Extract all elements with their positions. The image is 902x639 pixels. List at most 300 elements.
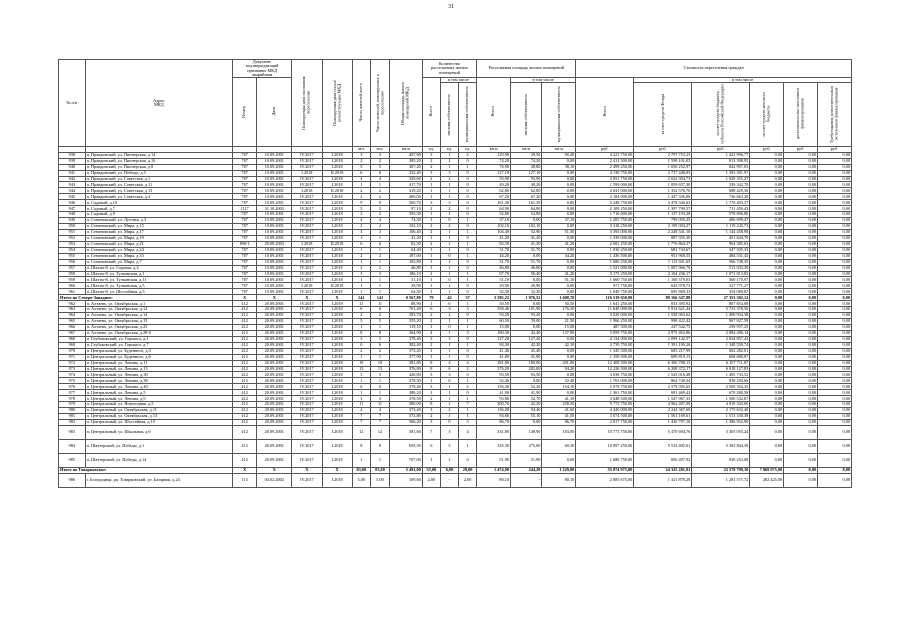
table-cell: IV.2017 <box>292 307 322 313</box>
table-cell: 1 447 336,86 <box>634 194 692 200</box>
table-cell: 0 <box>459 224 477 230</box>
table-cell: 484 531,45 <box>692 253 750 259</box>
table-cell: 2 <box>422 342 440 348</box>
address-cell: п. Центральный, ул. Октябрьская, д.11 <box>85 408 232 414</box>
table-cell: I.2018 <box>322 247 352 253</box>
subtotal-label: Итого по Товарковское: <box>59 467 233 473</box>
table-cell: 0,00 <box>542 170 576 176</box>
table-cell: 46,80 <box>390 265 423 271</box>
table-cell: I.2018 <box>322 229 352 235</box>
table-cell: 1 007 966,70 <box>634 265 692 271</box>
table-cell: 0,00 <box>784 348 818 354</box>
table-cell: 31,70 <box>477 247 511 253</box>
table-cell: IV.2017 <box>292 164 322 170</box>
table-cell: 1 <box>459 164 477 170</box>
table-cell: 968 <box>59 336 86 342</box>
table-cell: 41,40 <box>477 348 511 354</box>
table-cell: 813 398,95 <box>692 158 750 164</box>
table-cell: 0,00 <box>818 372 852 378</box>
table-cell: X <box>292 295 322 301</box>
table-cell: 4 810 343,00 <box>692 402 750 408</box>
table-cell: 412 <box>233 330 257 336</box>
table-cell: 0,00 <box>750 283 784 289</box>
table-cell: 1 144 458,90 <box>692 229 750 235</box>
table-cell: I.2018 <box>322 414 352 420</box>
table-cell: IV.2017 <box>292 453 322 467</box>
table-cell: 0,00 <box>818 402 852 408</box>
table-cell: 3 <box>370 336 389 342</box>
table-cell: 412 <box>233 396 257 402</box>
table-cell: 38,80 <box>511 164 542 170</box>
table-cell: 1 205 750,00 <box>576 218 634 224</box>
table-cell: 354 080,67 <box>692 289 750 295</box>
table-cell: 966 <box>59 324 86 330</box>
table-cell: 2 <box>459 152 477 158</box>
table-cell: I.2018 <box>322 259 352 265</box>
table-cell: 0,00 <box>784 289 818 295</box>
table-cell: 0,00 <box>818 170 852 176</box>
table-cell: 1 500 532,67 <box>692 396 750 402</box>
table-cell: I.2018 <box>322 182 352 188</box>
table-cell: 0,00 <box>818 152 852 158</box>
table-cell: 1 <box>440 152 458 158</box>
table-cell: 116 519 650,00 <box>576 295 634 301</box>
table-cell: 0,00 <box>750 396 784 402</box>
table-cell: 0,00 <box>750 336 784 342</box>
table-cell: 8 <box>370 439 389 453</box>
table-cell: 1117 <box>233 206 257 212</box>
table-cell: 0,00 <box>818 289 852 295</box>
table-cell: 62,80 <box>477 188 511 194</box>
table-cell: 20.09.2001 <box>257 301 292 307</box>
table-cell: 0,00 <box>784 307 818 313</box>
table-cell: 366,20 <box>390 419 423 425</box>
table-cell: 2 <box>370 348 389 354</box>
table-cell: 86,70 <box>542 419 576 425</box>
address-cell: п. Центральный, ул. Ленина, д.30 <box>85 372 232 378</box>
table-cell: 2 <box>440 206 458 212</box>
address-cell: п. Глубоковский, ул. Горького, д.1 <box>85 336 232 342</box>
table-cell: 3 <box>422 384 440 390</box>
table-cell: 1 <box>440 396 458 402</box>
table-cell: 560,70 <box>390 200 423 206</box>
table-cell: X <box>257 467 292 473</box>
table-cell: 380,00 <box>390 402 423 408</box>
table-cell: 2 <box>352 253 370 259</box>
table-cell: 3 <box>422 419 440 425</box>
address-cell: п. Центральный, ул. Ленина, д.40 <box>85 384 232 390</box>
table-cell: 5 <box>370 164 389 170</box>
table-cell: 0,00 <box>818 473 852 487</box>
table-cell: 0,00 <box>818 235 852 241</box>
table-cell: 376,20 <box>477 366 511 372</box>
table-cell: 385,20 <box>390 158 423 164</box>
table-cell: 50,50 <box>542 301 576 307</box>
table-cell: I.2018 <box>322 453 352 467</box>
table-cell: 2 884 286,14 <box>692 330 750 336</box>
col-cost-local: за счет средств местного бюджета <box>750 83 784 147</box>
table-cell: 372,80 <box>390 414 423 420</box>
table-cell: 0,00 <box>784 182 818 188</box>
table-cell: 2,00 <box>422 473 440 487</box>
table-cell: 3 <box>459 307 477 313</box>
table-cell: 0,00 <box>750 414 784 420</box>
table-cell: 0,00 <box>511 378 542 384</box>
table-cell: 1 100 579,03 <box>634 277 692 283</box>
table-cell: 11 <box>370 301 389 307</box>
table-cell: I.2018 <box>322 372 352 378</box>
table-cell: 20.09.2001 <box>257 372 292 378</box>
table-cell: 1 <box>422 265 440 271</box>
table-cell: I.2018 <box>322 330 352 336</box>
table-cell: 0,00 <box>784 283 818 289</box>
table-cell: 2 <box>440 224 458 230</box>
table-cell: 0,00 <box>818 265 852 271</box>
table-cell: I.2018 <box>322 200 352 206</box>
table-cell: I.2018 <box>322 212 352 218</box>
table-cell: 378,50 <box>390 396 423 402</box>
table-cell: 6 <box>370 170 389 176</box>
address-cell: п. Семеновский, ул. Мира, д.15 <box>85 224 232 230</box>
table-cell: 978 <box>59 396 86 402</box>
table-cell: 1 <box>352 277 370 283</box>
table-cell: - <box>440 473 458 487</box>
col-planned-relocation: Планируемая дата окончания переселения <box>292 60 322 147</box>
table-cell: 0 <box>459 247 477 253</box>
table-cell: 1 656 252,97 <box>634 164 692 170</box>
table-cell: 64,90 <box>477 206 511 212</box>
table-cell: 1 966 250,00 <box>576 319 634 325</box>
table-cell: 0,00 <box>784 164 818 170</box>
table-cell: 84,30 <box>477 342 511 348</box>
table-cell: 2 <box>352 188 370 194</box>
table-cell: 1 <box>352 324 370 330</box>
table-cell: 0,00 <box>750 295 784 301</box>
table-cell: 7 969 975,00 <box>750 467 784 473</box>
table-cell: 13 <box>352 366 370 372</box>
table-cell: IV.2017 <box>292 330 322 336</box>
table-cell: IV.2017 <box>292 218 322 224</box>
table-cell: 787 <box>233 182 257 188</box>
table-cell: 0 <box>459 176 477 182</box>
table-cell: I.2018 <box>322 354 352 360</box>
table-cell: 0,00 <box>511 218 542 224</box>
table-cell: 88,90 <box>390 301 423 307</box>
table-cell: - <box>511 473 542 487</box>
table-cell: 0,00 <box>511 419 542 425</box>
table-cell: 942 <box>59 176 86 182</box>
table-cell: 689 819,13 <box>634 354 692 360</box>
table-cell: 513 033,30 <box>692 265 750 271</box>
table-cell: 0,00 <box>750 313 784 319</box>
table-cell: 3 <box>459 419 477 425</box>
table-cell: 955 <box>59 253 86 259</box>
table-cell: 1 <box>422 212 440 218</box>
table-cell: 2 184 000,00 <box>576 194 634 200</box>
table-cell: 176,50 <box>542 307 576 313</box>
table-cell: 1 686 750,00 <box>576 453 634 467</box>
table-cell: 945 <box>59 194 86 200</box>
col-doc-date: Дата <box>257 78 292 147</box>
table-cell: 972 <box>59 360 86 366</box>
table-cell: 20.09.2001 <box>257 439 292 453</box>
table-cell: 20.09.2001 <box>257 378 292 384</box>
table-cell: 5 <box>352 206 370 212</box>
table-cell: 0,00 <box>818 259 852 265</box>
table-cell: I.2018 <box>322 419 352 425</box>
table-cell: 7 <box>370 414 389 420</box>
table-cell: 1 <box>459 396 477 402</box>
table-cell: 1 352 570,70 <box>634 188 692 194</box>
table-cell: I.2018 <box>322 396 352 402</box>
table-cell: 0,00 <box>542 354 576 360</box>
table-cell: 0,00 <box>542 158 576 164</box>
table-cell: 10.09.2001 <box>257 218 292 224</box>
table-cell: 3 <box>370 152 389 158</box>
table-cell: 1 430 797,10 <box>634 419 692 425</box>
table-cell: 20.09.2001 <box>257 307 292 313</box>
table-cell: 1 <box>352 354 370 360</box>
table-cell: 161,30 <box>477 200 511 206</box>
table-cell: 74,30 <box>390 218 423 224</box>
table-cell: 1 <box>440 265 458 271</box>
table-cell: 949 <box>59 218 86 224</box>
table-cell: 1 <box>352 182 370 188</box>
table-cell: 0,00 <box>784 378 818 384</box>
table-cell: 11 648 000,00 <box>576 307 634 313</box>
table-cell: 41,90 <box>477 390 511 396</box>
table-cell: 974 <box>59 372 86 378</box>
table-cell: 20.09.2001 <box>257 342 292 348</box>
table-cell: 1 <box>352 235 370 241</box>
table-cell: 965 <box>59 319 86 325</box>
table-cell: 129,90 <box>477 152 511 158</box>
table-cell: 0,00 <box>784 194 818 200</box>
table-cell: 0,00 <box>784 473 818 487</box>
table-cell: 807 854,08 <box>692 301 750 307</box>
table-cell: 1 <box>440 414 458 420</box>
table-cell: 0,00 <box>784 366 818 372</box>
table-cell: 3 038 750,00 <box>576 372 634 378</box>
table-cell: I.2018 <box>322 402 352 408</box>
table-cell: 332,40 <box>390 170 423 176</box>
table-cell: 947 <box>59 206 86 212</box>
table-cell: 1 059 657,30 <box>634 182 692 188</box>
table-cell: 956 <box>59 259 86 265</box>
table-cell: 0,00 <box>542 224 576 230</box>
table-cell: X <box>233 295 257 301</box>
table-cell: 102,10 <box>390 224 423 230</box>
table-cell: 12 <box>352 425 370 439</box>
table-cell: 0,00 <box>784 336 818 342</box>
table-cell: 2 <box>370 224 389 230</box>
address-cell: п. Садовый, д.7 <box>85 206 232 212</box>
table-cell: IV.2017 <box>292 324 322 330</box>
table-cell: 10.09.2001 <box>257 253 292 259</box>
table-cell: 358,40 <box>477 307 511 313</box>
table-cell: 180,30 <box>477 330 511 336</box>
table-cell: 109,60 <box>390 473 423 487</box>
table-cell: IV.2017 <box>292 414 322 420</box>
address-cell: п. Центральный, ул. Октябрьская, д.13 <box>85 414 232 420</box>
table-cell: 60,30 <box>542 439 576 453</box>
table-cell: IV.2017 <box>292 259 322 265</box>
table-cell: 957 <box>59 265 86 271</box>
table-cell: 1 <box>370 182 389 188</box>
table-cell: 5 491,00 <box>390 467 423 473</box>
table-cell: 5 303 055,24 <box>692 425 750 439</box>
table-cell: 0,00 <box>818 419 852 425</box>
table-cell: 11 <box>352 301 370 307</box>
table-cell: 0,00 <box>750 277 784 283</box>
table-cell: 578 806,80 <box>692 212 750 218</box>
table-cell: 20.09.2001 <box>257 396 292 402</box>
table-cell: 20.09.2001 <box>257 425 292 439</box>
table-cell: 985 <box>59 453 86 467</box>
table-cell: 787 <box>233 277 257 283</box>
table-cell: X <box>292 467 322 473</box>
table-cell: 2 <box>440 408 458 414</box>
table-cell: 4 <box>459 360 477 366</box>
table-cell: 946 <box>59 200 86 206</box>
table-cell: 6 <box>352 342 370 348</box>
table-cell: 10.09.2001 <box>257 224 292 230</box>
table-cell: I.2018 <box>322 224 352 230</box>
table-cell: 1 608,70 <box>542 295 576 301</box>
table-cell: 3 <box>370 372 389 378</box>
table-cell: 10.09.2001 <box>257 265 292 271</box>
table-cell: 1 386 952,90 <box>692 419 750 425</box>
table-cell: 1 <box>422 259 440 265</box>
table-cell: 0 <box>459 453 477 467</box>
table-cell: 137,90 <box>542 330 576 336</box>
table-cell: 1 <box>422 182 440 188</box>
table-cell: 938 <box>59 152 86 158</box>
table-cell: 412 <box>233 324 257 330</box>
table-cell: 787 <box>233 176 257 182</box>
table-cell: 2 <box>352 158 370 164</box>
table-cell: 20.09.2001 <box>257 360 292 366</box>
table-cell: 1 <box>422 348 440 354</box>
table-cell: 695,30 <box>390 439 423 453</box>
table-row <box>59 453 852 467</box>
table-cell: 691 469,42 <box>634 390 692 396</box>
table-cell: 0 <box>459 283 477 289</box>
table-cell: 1 <box>440 182 458 188</box>
table-cell: 5 733 378,56 <box>692 307 750 313</box>
table-cell: IV.2017 <box>292 152 322 158</box>
address-cell: г. Богородицк, рп. Товарковский, ул. Базарная, д.24 <box>85 473 232 487</box>
address-cell: п. Шахты-8, ул. Шоссейная, д.5 <box>85 289 232 295</box>
table-cell: 0 <box>459 170 477 176</box>
table-cell: 1 229,80 <box>542 467 576 473</box>
table-cell: 1 <box>352 259 370 265</box>
table-cell: 6 <box>370 307 389 313</box>
table-cell: 29.08.2003 <box>257 241 292 247</box>
table-cell: 412 <box>233 419 257 425</box>
table-cell: I.2018 <box>322 366 352 372</box>
table-cell: 0,00 <box>750 152 784 158</box>
table-cell: 0,00 <box>784 372 818 378</box>
table-cell: 1 113 501,65 <box>634 259 692 265</box>
address-cell: п. Алтаево, ул. Октябрьская, д.15 <box>85 319 232 325</box>
table-cell: I.2018 <box>322 348 352 354</box>
table-cell: 186,10 <box>390 271 423 277</box>
table-cell: 3 <box>440 307 458 313</box>
table-cell: 5 <box>440 439 458 453</box>
table-cell: 2 <box>422 396 440 402</box>
table-cell: 244,20 <box>511 467 542 473</box>
table-cell: 1 <box>459 271 477 277</box>
table-cell: 1 474,00 <box>477 467 511 473</box>
table-cell: 1 776 864,37 <box>634 241 692 247</box>
table-cell: 2 <box>440 313 458 319</box>
table-cell: 2 <box>352 313 370 319</box>
table-cell: 347 505,33 <box>692 247 750 253</box>
table-cell: 0 <box>459 235 477 241</box>
table-cell: 1 <box>370 453 389 467</box>
table-cell: 2 <box>422 164 440 170</box>
table-cell: 181,90 <box>511 307 542 313</box>
table-cell: 2 <box>422 414 440 420</box>
table-cell: 787 <box>233 229 257 235</box>
table-cell: 29,00 <box>459 467 477 473</box>
table-cell: 20.09.2001 <box>257 419 292 425</box>
table-cell: 0,00 <box>818 414 852 420</box>
col-cost-incl: в том числе <box>634 78 852 83</box>
address-cell: п. Правдинский, ул. Советская, д.13 <box>85 188 232 194</box>
table-cell: 1 <box>440 259 458 265</box>
table-cell: 258,50 <box>542 402 576 408</box>
table-cell: 93,20 <box>477 313 511 319</box>
table-cell: 1 <box>459 241 477 247</box>
table-cell: 1 543 016,48 <box>634 372 692 378</box>
col-doc-group: Документ, подтверждающий признание МКД аварийным <box>233 60 292 78</box>
table-cell: 55 874 975,00 <box>576 467 634 473</box>
table-cell: 1 436 500,00 <box>576 253 634 259</box>
table-cell: 1 490 934,38 <box>692 313 750 319</box>
col-count-municipal: муниципальная собственность <box>459 83 477 147</box>
table-cell: 93,90 <box>511 176 542 182</box>
table-cell: 67,20 <box>477 194 511 200</box>
table-cell: 13 <box>370 366 389 372</box>
table-cell: IV.2017 <box>292 408 322 414</box>
address-cell: п. Алтаево, ул. Октябрьская, д.12 <box>85 307 232 313</box>
table-cell: 0,00 <box>750 307 784 313</box>
table-cell: 41,40 <box>511 348 542 354</box>
table-cell: 6 <box>370 342 389 348</box>
table-cell: 953 <box>59 241 86 247</box>
table-cell: 39,00 <box>511 319 542 325</box>
page-number: 31 <box>448 4 454 10</box>
table-cell: 1 <box>440 164 458 170</box>
table-cell: 11 <box>352 402 370 408</box>
table-cell: 10.09.2001 <box>257 277 292 283</box>
table-cell: 0,00 <box>784 200 818 206</box>
table-cell: 0,00 <box>511 301 542 307</box>
address-cell: п. Шахты-8, ул. Тульинская, д.5 <box>85 283 232 289</box>
table-cell: 15,00 <box>477 324 511 330</box>
table-cell: 412 <box>233 366 257 372</box>
address-cell: п. Правдинский, ул. Пионерская, д.14 <box>85 152 232 158</box>
table-cell: 1 703 000,00 <box>576 378 634 384</box>
table-cell: 0,00 <box>818 176 852 182</box>
table-cell: IV.2017 <box>292 182 322 188</box>
table-cell: 1 <box>459 253 477 259</box>
table-cell: 127,10 <box>511 170 542 176</box>
table-cell: 4 134 000,00 <box>576 336 634 342</box>
col-cost-total: Всего <box>576 78 634 147</box>
